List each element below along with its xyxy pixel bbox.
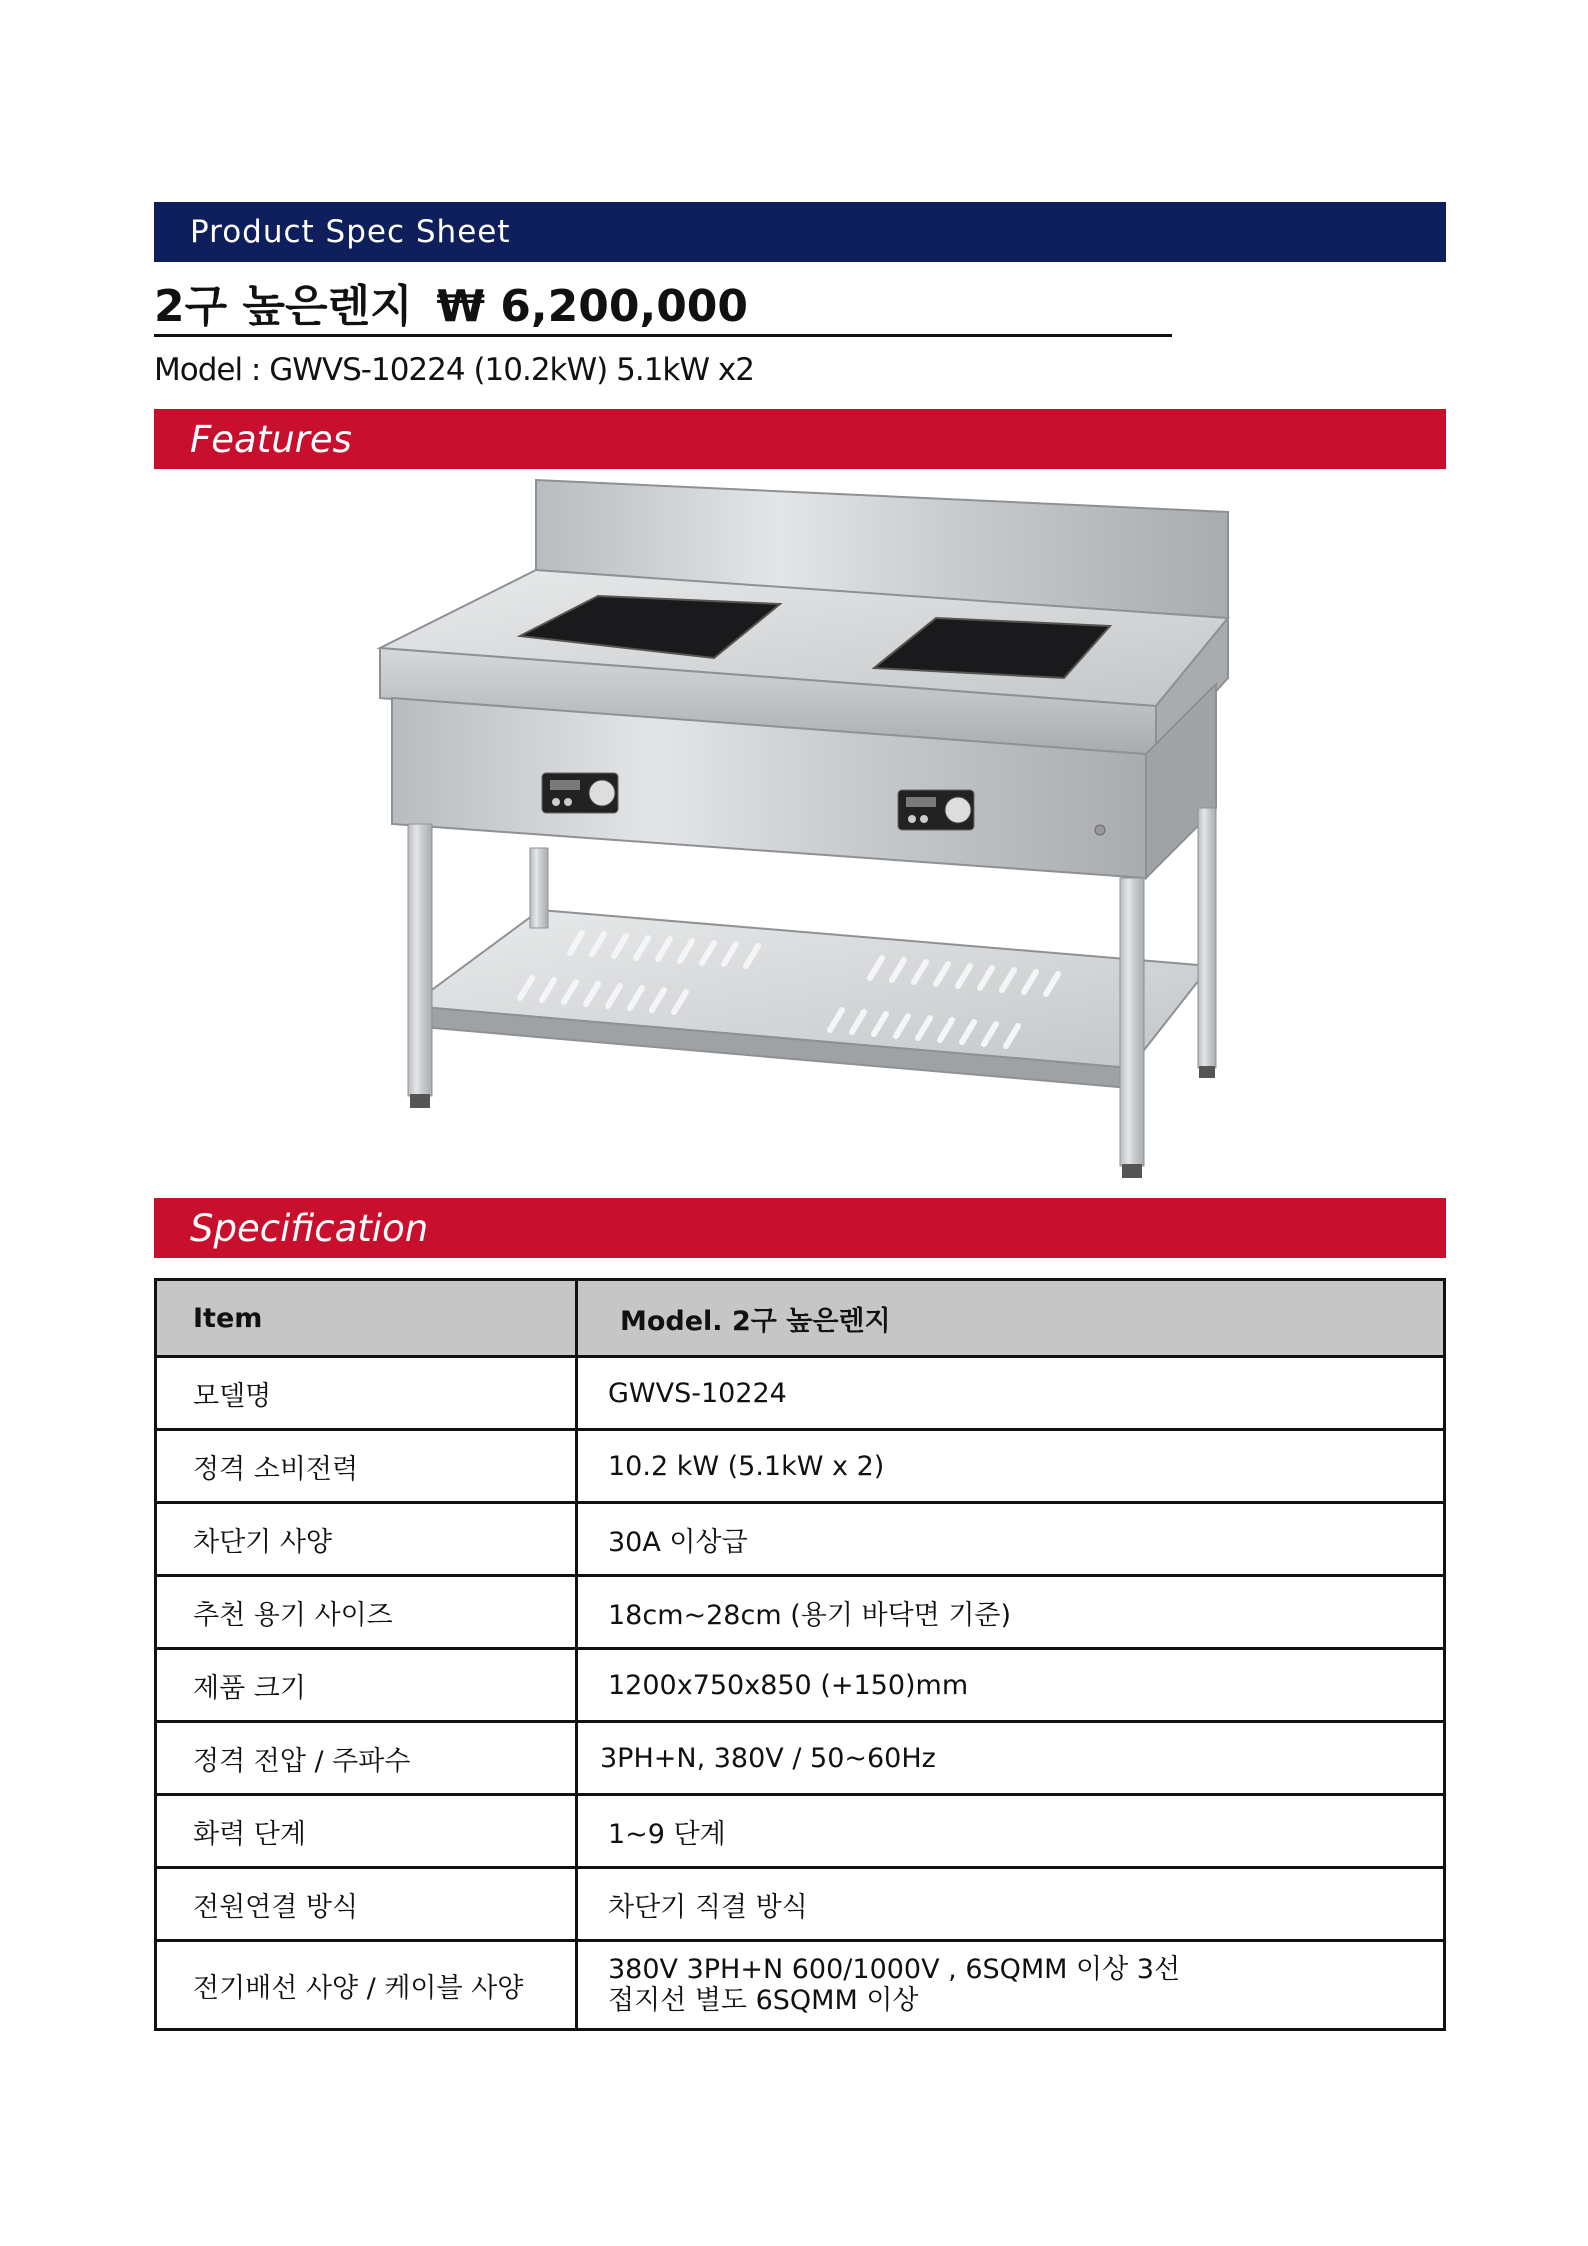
table-row (156, 1576, 1445, 1649)
row-value: 차단기 직결 방식 (577, 1868, 1445, 1941)
row-item: 전기배선 사양 / 케이블 사양 (156, 1941, 577, 2030)
row-item: 차단기 사양 (156, 1503, 577, 1576)
title-divider (154, 334, 1172, 337)
table-row (156, 1503, 1445, 1576)
product-name: 2구 높은렌지 (154, 281, 413, 332)
row-item: 정격 전압 / 주파수 (156, 1722, 577, 1795)
table-row (156, 1357, 1445, 1430)
row-item: 전원연결 방식 (156, 1868, 577, 1941)
row-value-line-1: 380V 3PH+N 600/1000V , 6SQMM 이상 3선 (608, 1954, 1181, 1985)
leg-front-left (408, 824, 432, 1096)
row-item: 추천 용기 사이즈 (156, 1576, 577, 1649)
row-value: 18cm~28cm (용기 바닥면 기준) (577, 1576, 1445, 1649)
features-band (154, 409, 1446, 469)
spec-table (154, 1278, 1446, 2031)
row-value: 30A 이상급 (577, 1503, 1445, 1576)
row-value: GWVS-10224 (577, 1357, 1445, 1430)
model-line: Model : GWVS-10224 (10.2kW) 5.1kW x2 (154, 352, 754, 388)
table-row (156, 1941, 1445, 2030)
row-value: 10.2 kW (5.1kW x 2) (577, 1430, 1445, 1503)
specification-band (154, 1198, 1446, 1258)
table-row (156, 1868, 1445, 1941)
row-item: 모델명 (156, 1357, 577, 1430)
row-item: 정격 소비전력 (156, 1430, 577, 1503)
specification-label: Specification (190, 1206, 429, 1250)
spec-table-header (156, 1280, 1445, 1357)
product-title (154, 270, 748, 334)
row-value: 1~9 단계 (577, 1795, 1445, 1868)
row-value-line-2: 접지선 별도 6SQMM 이상 (608, 1985, 919, 2016)
product-image (370, 478, 1230, 1190)
features-label: Features (190, 417, 352, 461)
row-value: 1200x750x850 (+150)mm (577, 1649, 1445, 1722)
leg-back-left (530, 848, 548, 928)
header-item: Item (156, 1280, 577, 1357)
table-row (156, 1430, 1445, 1503)
table-row (156, 1722, 1445, 1795)
row-value: 3PH+N, 380V / 50~60Hz (577, 1722, 1445, 1795)
spec-sheet-label: Product Spec Sheet (190, 214, 511, 250)
row-item: 제품 크기 (156, 1649, 577, 1722)
spec-sheet-header-band (154, 202, 1446, 262)
table-row (156, 1649, 1445, 1722)
row-item: 화력 단계 (156, 1795, 577, 1868)
leg-back-right (1198, 808, 1216, 1068)
leg-front-right (1120, 878, 1144, 1166)
row-value (577, 1941, 1445, 2030)
table-row (156, 1795, 1445, 1868)
product-price: ₩ 6,200,000 (436, 281, 749, 332)
header-model: Model. 2구 높은렌지 (577, 1280, 1445, 1357)
